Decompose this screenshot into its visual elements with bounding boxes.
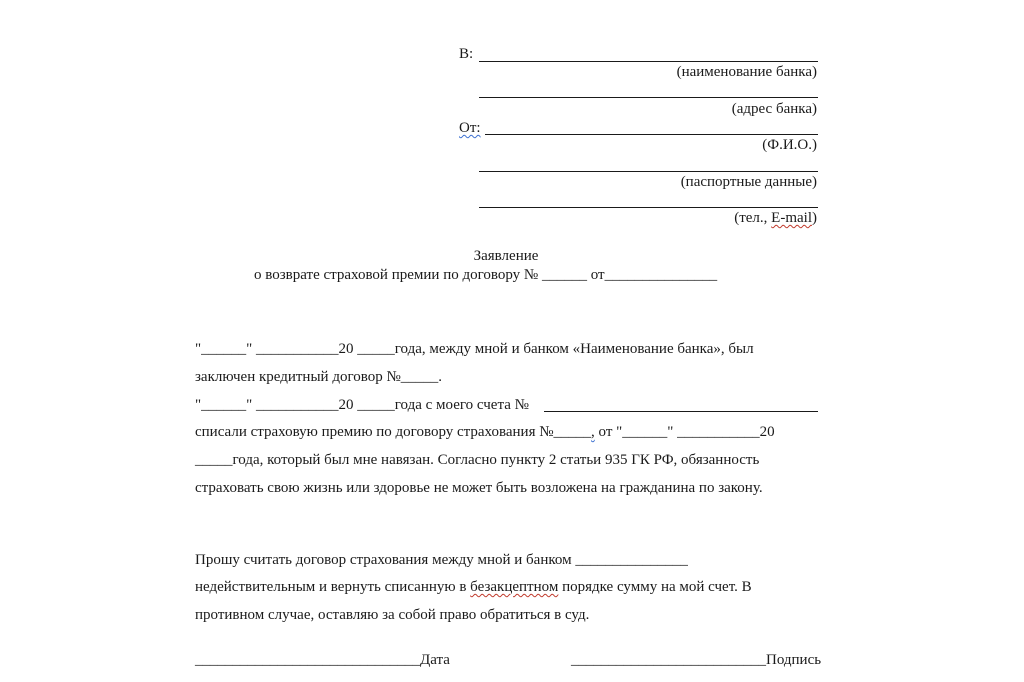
bank-name-line <box>479 61 818 62</box>
p1-line-4-a: списали страховую премию по договору страхования №_____ <box>195 424 592 440</box>
p2-line-2-a: недействительным и вернуть списанную в <box>195 579 471 595</box>
passport-caption: (паспортные данные) <box>680 174 817 190</box>
p1-line-4 <box>195 423 775 441</box>
contact-caption-email: E-mail <box>771 210 812 226</box>
fio-line <box>485 134 818 135</box>
from-label <box>459 119 481 137</box>
bank-address-caption: (адрес банка) <box>731 101 817 117</box>
p1-line-4-b: , <box>591 424 595 440</box>
passport-line <box>479 171 818 172</box>
p2-line-1: Прошу считать договор страхования между мной и банком _______________ <box>195 552 688 568</box>
bank-address-line <box>479 97 818 98</box>
p1-line-2: заключен кредитный договор №_____. <box>195 369 443 385</box>
title-line-1: Заявление <box>473 248 539 264</box>
contact-caption-prefix: (тел., <box>734 210 772 226</box>
p2-line-2-c: порядке сумму на мой счет. В <box>558 579 752 595</box>
bank-name-caption: (наименование банка) <box>676 64 817 80</box>
from-label-text: От: <box>459 120 481 136</box>
p2-line-2-b: безакцептном <box>470 579 559 595</box>
p1-line-3: "______" ___________20 _____года с моего счета № <box>195 397 529 413</box>
p2-line-3: противном случае, оставляю за собой право обратиться в суд. <box>195 607 590 623</box>
fio-caption: (Ф.И.О.) <box>762 137 817 153</box>
to-label: В: <box>459 46 474 62</box>
signature-field: __________________________Подпись <box>571 652 822 668</box>
contact-caption <box>600 209 817 227</box>
p1-line-6: страховать свою жизнь или здоровье не может быть возложена на гражданина по закону. <box>195 480 763 496</box>
date-field: ______________________________Дата <box>195 652 450 668</box>
p1-line-4-c: от "______" ___________20 <box>594 424 775 440</box>
account-number-line <box>544 411 818 412</box>
p1-line-1: "______" ___________20 _____года, между мной и банком «Наименование банка», был <box>195 341 754 357</box>
p2-line-2 <box>195 578 752 596</box>
contact-line <box>479 207 818 208</box>
contact-caption-suffix: ) <box>812 210 817 226</box>
title-line-2: о возврате страховой премии по договору № ______ от_______________ <box>254 267 718 283</box>
p1-line-5: _____года, который был мне навязан. Согласно пункту 2 статьи 935 ГК РФ, обязанность <box>195 452 760 468</box>
